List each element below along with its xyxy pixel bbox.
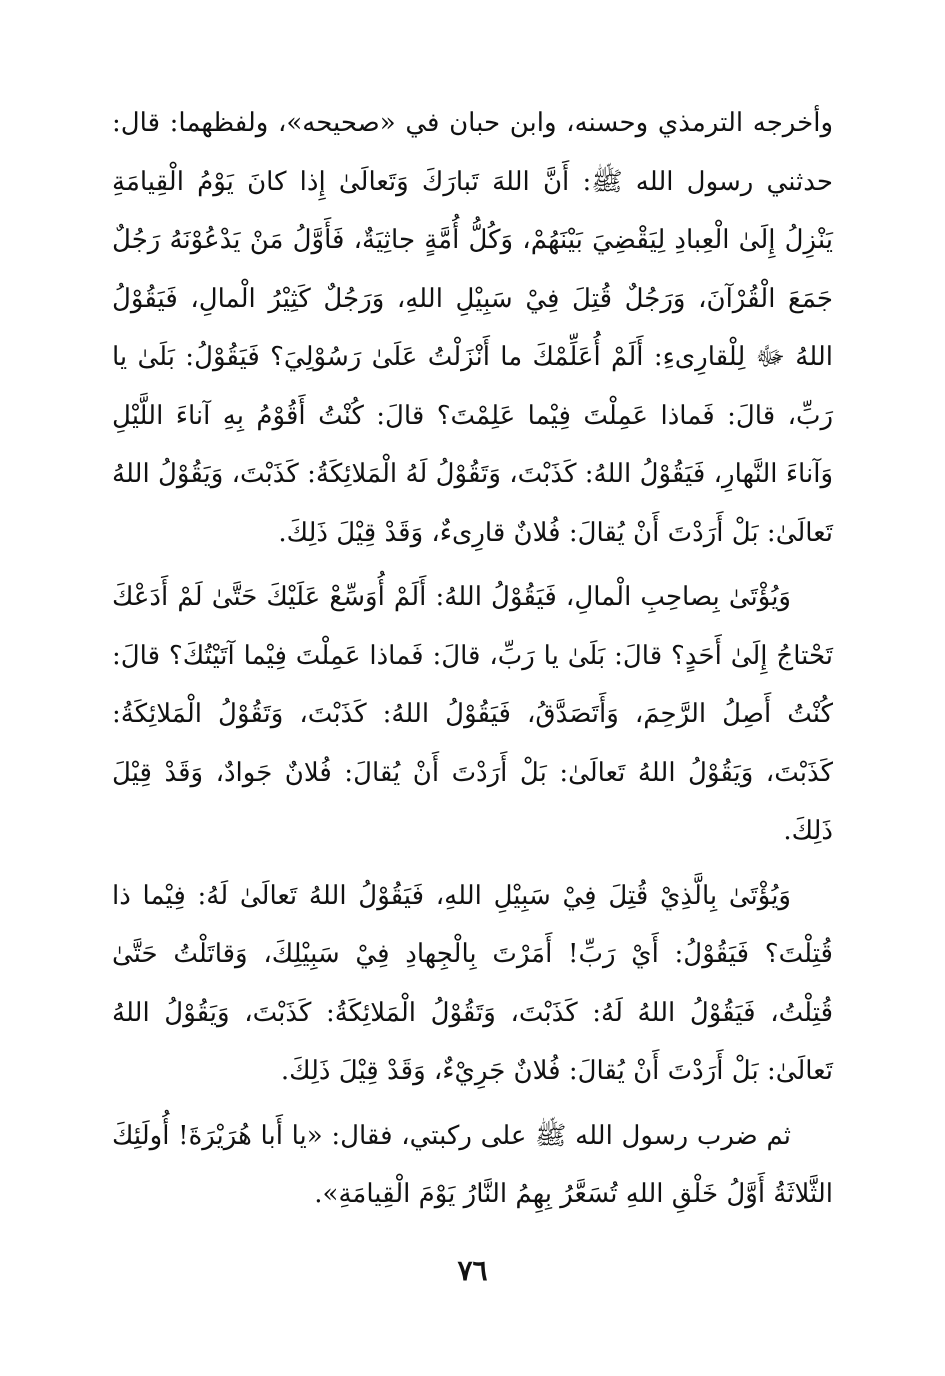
paragraph-wealthy-man: وَيُؤْتَىٰ بِصاحِبِ الْمالِ، فَيَقُوْلُ اللهُ: أَلَمْ أُوَسِّعْ عَلَيْكَ حَتَّىٰ لَمْ أَدَعْكَ تَحْتاجُ إِلَىٰ أَحَدٍ؟ قالَ: بَلَىٰ يا رَبِّ، قالَ: فَماذا عَمِلْتَ فِيْما آتَيْتُكَ؟ قالَ: كُنْتُ أَصِلُ الرَّحِمَ، وَأَتَصَدَّقُ، فَيَقُوْلُ اللهُ: كَذَبْتَ، وَتَقُوْلُ الْمَلائِكَةُ: كَذَبْتَ، وَيَقُوْلُ اللهُ تَعالَىٰ: بَلْ أَرَدْتَ أَنْ يُقالَ: فُلانٌ جَوادٌ، وَقَدْ قِيْلَ ذَلِكَ. [112, 582, 833, 846]
paragraph-conclusion: ثم ضرب رسول الله ﷺ على ركبتي، فقال: «يا أَبا هُرَيْرَةَ! أُولَئِكَ الثَّلاثَةُ أَوَّلُ خَلْقِ اللهِ تُسَعَّرُ بِهِمُ النَّارُ يَوْمَ الْقِيامَةِ». [112, 1120, 833, 1209]
page-number: ٧٦ [457, 1254, 488, 1287]
paragraph-hadith-intro: وأخرجه الترمذي وحسنه، وابن حبان في «صحيحه»، ولفظهما: قال: حدثني رسول الله ﷺ: أَنَّ اللهَ تَبارَكَ وَتَعالَىٰ إِذا كانَ يَوْمُ الْقِيامَةِ يَنْزِلُ إِلَىٰ الْعِبادِ لِيَقْضِيَ بَيْنَهُمْ، وَكُلُّ أُمَّةٍ جاثِيَةٌ، فَأَوَّلُ مَنْ يَدْعُوْنَهُ رَجُلٌ جَمَعَ الْقُرْآنَ، وَرَجُلٌ قُتِلَ فِيْ سَبِيْلِ اللهِ، وَرَجُلٌ كَثِيْرُ الْمالِ، فَيَقُوْلُ اللهُ ﷻ لِلْقارِىءِ: أَلَمْ أُعَلِّمْكَ ما أَنْزَلْتُ عَلَىٰ رَسُوْلِيَ؟ فَيَقُوْلُ: بَلَىٰ يا رَبِّ، قالَ: فَماذا عَمِلْتَ فِيْما عَلِمْتَ؟ قالَ: كُنْتُ أَقُوْمُ بِهِ آناءَ اللَّيْلِ وَآناءَ النَّهارِ، فَيَقُوْلُ اللهُ: كَذَبْتَ، وَتَقُوْلُ لَهُ الْمَلائِكَةُ: كَذَبْتَ، وَيَقُوْلُ اللهُ تَعالَىٰ: بَلْ أَرَدْتَ أَنْ يُقالَ: فُلانٌ قارِىءٌ، وَقَدْ قِيْلَ ذَلِكَ. [112, 108, 833, 548]
paragraph-fighter: وَيُؤْتَىٰ بِالَّذِيْ قُتِلَ فِيْ سَبِيْلِ اللهِ، فَيَقُوْلُ اللهُ تَعالَىٰ لَهُ: فِيْما ذا قُتِلْتَ؟ فَيَقُوْلُ: أَيْ رَبِّ! أَمَرْتَ بِالْجِهادِ فِيْ سَبِيْلِكَ، وَقاتَلْتُ حَتَّىٰ قُتِلْتُ، فَيَقُوْلُ اللهُ لَهُ: كَذَبْتَ، وَتَقُوْلُ الْمَلائِكَةُ: كَذَبْتَ، وَيَقُوْلُ اللهُ تَعالَىٰ: بَلْ أَرَدْتَ أَنْ يُقالَ: فُلانٌ جَرِيْءٌ، وَقَدْ قِيْلَ ذَلِكَ. [112, 880, 833, 1086]
body-text [112, 94, 833, 1224]
